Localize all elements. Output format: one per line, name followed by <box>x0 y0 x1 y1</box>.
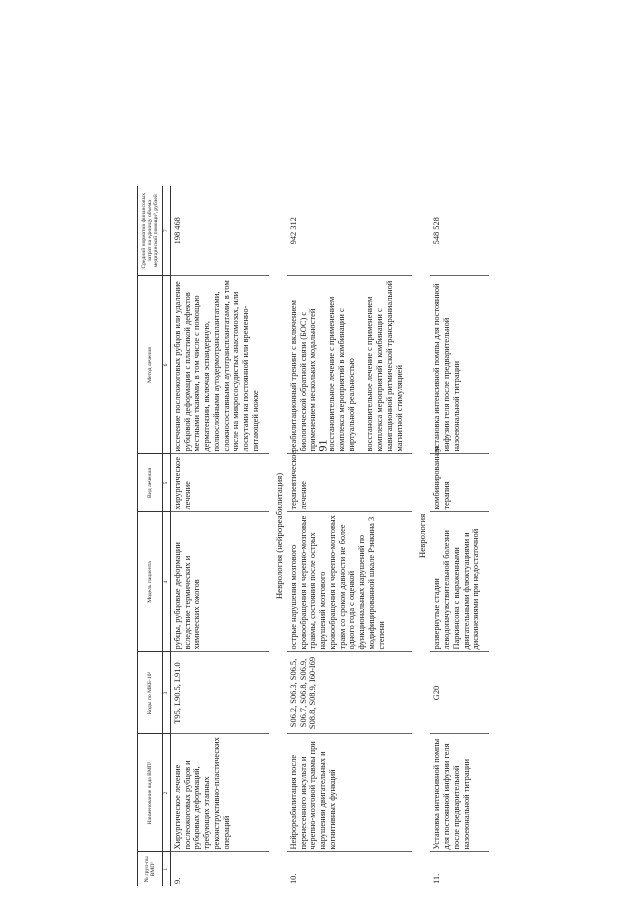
column-number: 1 <box>163 852 170 886</box>
header-treatment-type: Вид лечения <box>138 454 163 512</box>
section-heading: Неврология <box>417 513 428 559</box>
row-method <box>287 276 413 454</box>
header-row <box>138 186 163 886</box>
rotated-table-wrapper <box>137 186 497 886</box>
row-model: развернутые стадии леводопачувствительной болезни Паркинсона с выраженными двигательными флюктуациями и дискинезиями при недостаточной <box>430 512 489 652</box>
section-heading-row <box>412 186 430 886</box>
row-treatment-type: комбинированная терапия <box>430 454 489 512</box>
row-treatment-type: хирургическое лечение <box>170 454 268 512</box>
header-codes: Коды по МКБ-10² <box>138 652 163 734</box>
column-number: 7 <box>163 186 170 276</box>
table-row <box>430 186 489 886</box>
column-number: 3 <box>163 652 170 734</box>
row-codes: S06.2, S06.3, S06.5, S06.7, S06.8, S06.9, S08.8, S08.9, I60-I69 <box>287 652 413 734</box>
vmp-table <box>137 186 489 886</box>
header-model: Модель пациента <box>138 512 163 652</box>
header-method: Метод лечения <box>138 276 163 454</box>
row-codes: G20 <box>430 652 489 734</box>
row-name: Хирургическое лечение послеожоговых рубцов и рубцовых деформаций, требующих этапных реконструктивно-пластических операций <box>170 734 268 852</box>
header-norm: Средний норматив финансовых затрат на единицу объема медицинской помощи³, рублей <box>138 186 163 276</box>
table-row <box>170 186 268 886</box>
row-norm: 198 468 <box>170 186 268 276</box>
row-method: иссечение послеожоговых рубцов или удаление рубцовой деформации с пластикой дефектов местными тканями, в том числе с помощью дерматензии, включая эспандерную, полнослойными аутодермотрансплантатами, сложносоставными аутотрансплантатами, в том числе на микрососудистых анастомозах, или лоскутами на постоянной или временно-питающей ножке <box>170 276 268 454</box>
row-name: Установка интенсивной помпы для постоянной инфузии геля после предварительной назоеюнальной титрации <box>430 734 489 852</box>
column-number-row <box>163 186 170 886</box>
method-item: восстановительное лечение с применением комплекса мероприятий в комбинации с виртуальной реальностью <box>327 296 356 452</box>
row-model: острые нарушения мозгового кровообращения и черепно-мозговые травмы, состояния после острых нарушений мозгового кровообращения и черепно-мозговых травм со сроком давности не более одного года с оценкой функциональных нарушений по модифицированной шкале Рэнкина 3 степени <box>287 512 413 652</box>
header-num: № груп-пы ВМП¹ <box>138 852 163 886</box>
column-number: 5 <box>163 454 170 512</box>
row-treatment-type: терапевтическое лечение <box>287 454 413 512</box>
column-number: 6 <box>163 276 170 454</box>
row-num: 9. <box>172 877 182 884</box>
section-heading: Неврология (нейрореабилитация) <box>273 472 284 600</box>
header-name: Наименование вида ВМП¹ <box>138 734 163 852</box>
method-item: реабилитационный тренинг с включением биологической обратной связи (БОС) с применением нескольких модальностей <box>288 300 318 452</box>
row-codes: T95, L90.5, L91.0 <box>170 652 268 734</box>
page-number: 91 <box>315 439 330 452</box>
section-heading-row <box>269 186 287 886</box>
column-number: 4 <box>163 512 170 652</box>
row-num: 11. <box>432 873 442 884</box>
row-name: Нейрореабилитация после перенесенного инсульта и черепно-мозговой травмы при нарушении двигательных и когнитивных функций <box>287 734 413 852</box>
row-norm: 942 312 <box>287 186 413 276</box>
row-model: рубцы, рубцовые деформации вследствие термических и химических ожогов <box>170 512 268 652</box>
table-row <box>287 186 413 886</box>
column-number: 2 <box>163 734 170 852</box>
row-norm: 548 528 <box>430 186 489 276</box>
row-num: 10. <box>288 873 298 884</box>
method-item: восстановительное лечение с применением комплекса мероприятий в комбинации с навигационной ритмической транскраниальной магнитной стимуляцией <box>365 280 404 452</box>
row-method: установка интенсивной помпы для постоянной инфузии геля после предварительной назоеюнальной титрации <box>430 276 489 454</box>
